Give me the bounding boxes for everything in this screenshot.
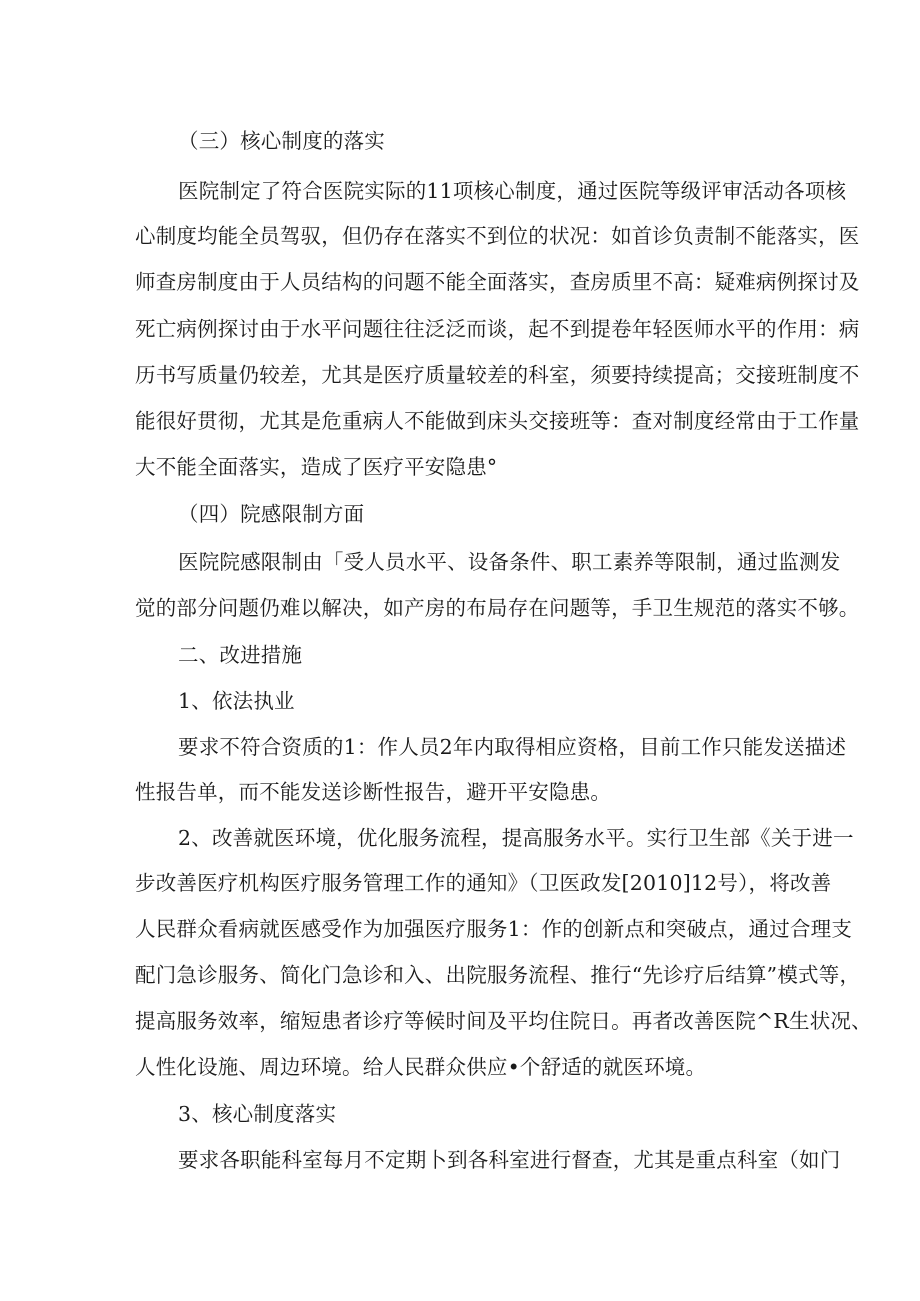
paragraph-line: 医院院感限制由「受人员水平、设备条件、职工素养等限制，通过监测发 xyxy=(178,550,841,574)
paragraph-line: 历书写质量仍较差，尤其是医疗质量较差的科室，须要持续提高；交接班制度不 xyxy=(135,363,860,387)
paragraph-line: 步改善医疗机构医疗服务管理工作的通知》（卫医政发[2010]12号），将改善 xyxy=(135,871,832,895)
paragraph-line: 死亡病例探讨由于水平问题往往泛泛而谈，起不到提卷年轻医师水平的作用：病 xyxy=(135,317,860,341)
paragraph-line: 性报告单，而不能发送诊断性报告，避开平安隐患。 xyxy=(135,780,612,804)
paragraph-line: 要求不符合资质的1：作人员2年内取得相应资格，目前工作只能发送描述 xyxy=(178,735,847,759)
paragraph-line: 医院制定了符合医院实际的11项核心制度，通过医院等级评审活动各项核 xyxy=(178,179,847,203)
section-heading-improvement: 二、改进措施 xyxy=(178,643,303,667)
paragraph-line: 心制度均能全员驾驭，但仍存在落实不到位的状况：如首诊负责制不能落实，医 xyxy=(135,224,860,248)
section-heading-core-system-implementation: 3、核心制度落实 xyxy=(178,1102,337,1126)
paragraph-line: 能很好贯彻，尤其是危重病人不能做到床头交接班等：查对制度经常由于工作量 xyxy=(135,409,860,433)
paragraph-line: 师查房制度由于人员结构的问题不能全面落实，查房质里不高：疑难病例探讨及 xyxy=(135,270,860,294)
paragraph-line: 觉的部分问题仍难以解决，如产房的布局存在问题等，手卫生规范的落实不够。 xyxy=(135,596,860,620)
section-heading-core-system: （三）核心制度的落实 xyxy=(178,129,385,153)
paragraph-line: 2、改善就医环境，优化服务流程，提高服务水平。实行卫生部《关于进一 xyxy=(178,826,854,850)
paragraph-line: 人性化设施、周边环境。给人民群众供应•个舒适的就医环境。 xyxy=(135,1055,707,1079)
paragraph-line: 配门急诊服务、简化门急诊和入、出院服务流程、推行“先诊疗后结算”模式等， xyxy=(135,963,861,987)
paragraph-line: 提高服务效率，缩短患者诊疗等候时间及平均住院日。再者改善医院^R生状况、 xyxy=(135,1009,872,1033)
paragraph-line: 要求各职能科室每月不定期卜到各科室进行督查，尤其是重点科室（如门 xyxy=(178,1148,841,1172)
section-heading-infection-control: （四）院感限制方面 xyxy=(178,502,365,526)
paragraph-line: 大不能全面落实，造成了医疗平安隐患° xyxy=(135,455,498,479)
section-heading-legal-practice: 1、依法执业 xyxy=(178,689,295,713)
paragraph-line: 人民群众看病就医感受作为加强医疗服务1：作的创新点和突破点，通过合理支 xyxy=(135,917,853,941)
